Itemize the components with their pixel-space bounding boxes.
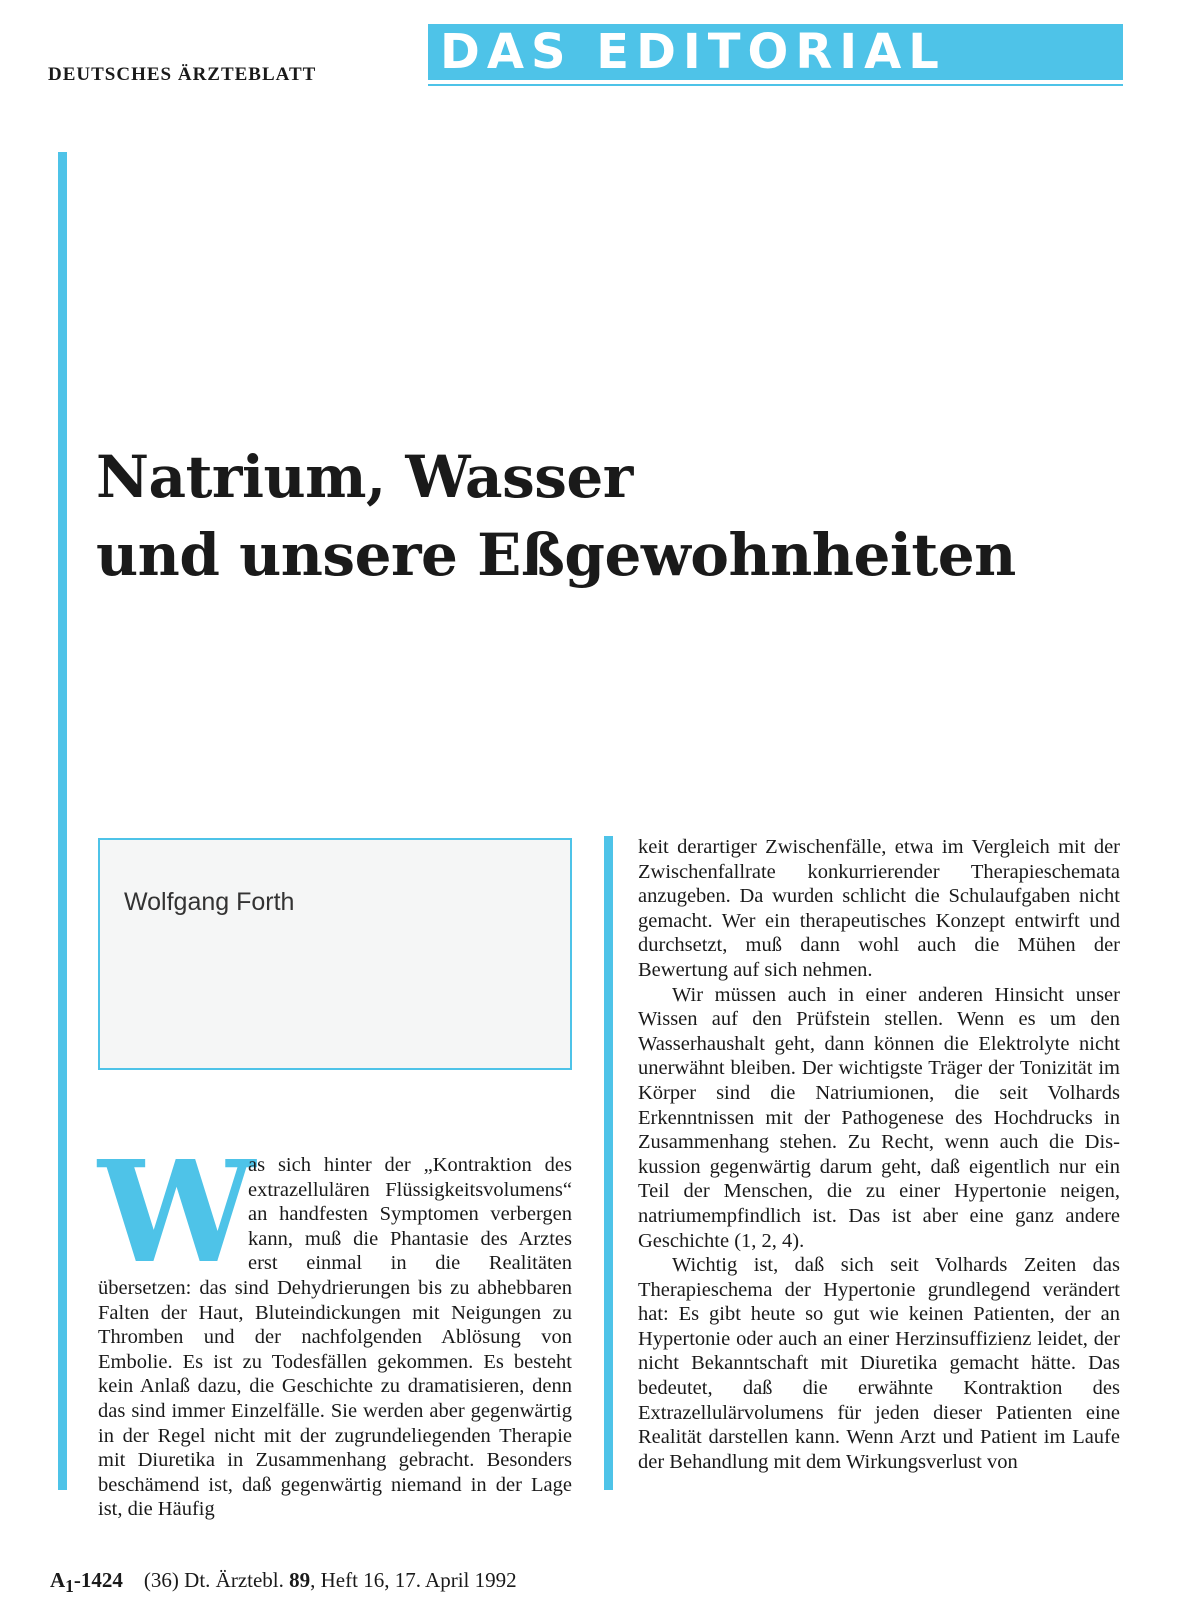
title-line-2: und unsere Eßgewohnheiten [96, 521, 1016, 589]
title-line-1: Natrium, Wasser [96, 443, 633, 511]
right-paragraph-1: keit derartiger Zwischenfälle, etwa im Vergleich mit der Zwischenfallrate konkurrierender Therapieschemata anzugeben. Da wurden schlicht die Schulaufgaben nicht gemacht. Wer ein therapeutisches Konzept entwirft und durchsetzt, muß dann wohl auch die Mühen der Bewertung auf sich nehmen. [638, 836, 1120, 981]
author-box [98, 838, 572, 1070]
drop-cap: W [98, 1131, 256, 1295]
citation-suffix: , Heft 16, 17. April 1992 [310, 1568, 517, 1592]
article-title [96, 438, 1136, 594]
right-paragraph-3: Wichtig ist, daß sich seit Volhards Zeiten das Therapieschema der Hypertonie grundlegend verändert hat: Es gibt heute so gut wie keinen Patienten, der an Hypertonie oder auch an einer Herzinsuffizienz leidet, der nicht Bekanntschaft mit Diuretika gemacht hätte. Das bedeutet, daß die erwähnte Kontraktion des Extrazellulärvolumens für jeden dieser Patienten eine Realität darstellen kann. Wenn Arzt und Patient im Laufe der Behandlung mit dem Wirkungsverlust von [638, 1254, 1120, 1473]
left-accent-bar [58, 152, 67, 1490]
column-divider-bar [604, 836, 613, 1490]
left-column [98, 1131, 572, 1522]
banner-rule [428, 84, 1123, 86]
journal-name: DEUTSCHES ÄRZTEBLATT [48, 64, 317, 85]
volume-number: 89 [289, 1568, 311, 1592]
citation-prefix: (36) Dt. Ärztebl. [143, 1568, 284, 1592]
right-column [638, 835, 1120, 1474]
right-paragraph-2: Wir müssen auch in einer anderen Hinsicht unser Wissen auf den Prüfstein stellen. Wenn es um den Wasserhaushalt geht, dann können die Elektrolyte nicht unerwähnt bleiben. Der wichtigste Träger der Tonizität im Körper sind die Natriumionen, die seit Volhards Erkenntnissen mit der Pathogenese des Hochdrucks in Zusammenhang stehen. Zu Recht, wenn auch die Diskussion gegenwärtig darum geht, daß eigentlich nur ein Teil der Menschen, die zu einer Hypertonie neigen, natriumempfindlich ist. Das ist aber eine ganz andere Geschichte (1, 2, 4). [638, 983, 1120, 1252]
section-label: DAS EDITORIAL [440, 24, 946, 80]
page-code-subscript: 1 [65, 1576, 74, 1597]
page-code: $A_1-1424$ [50, 1568, 123, 1597]
page-footer [50, 1568, 517, 1597]
left-column-text: as sich hinter der „Kontraktion des extrazellulären Flüssigkeitsvolumens“ an handfesten Symptomen verbergen kann, muß die Phantasie des Arztes erst einmal in die Realitäten übersetzen: das sind Dehydrierungen bis zu abhebbaren Falten der Haut, Bluteindickungen mit Neigungen zu Thromben und der nachfolgenden Ablösung von Embolie. Es ist zu Todesfällen gekommen. Es besteht kein Anlaß dazu, die Geschichte zu dramatisieren, denn das sind immer Einzelfälle. Sie werden aber gegenwärtig in der Regel nicht mit der zugrundeliegenden Therapie mit Diuretika in Zusammenhang gebracht. Besonders beschämend ist, daß gegenwärtig niemand in der Lage ist, die Häufig [98, 1154, 572, 1521]
section-banner [428, 24, 1123, 80]
author-name: Wolfgang Forth [124, 888, 295, 916]
